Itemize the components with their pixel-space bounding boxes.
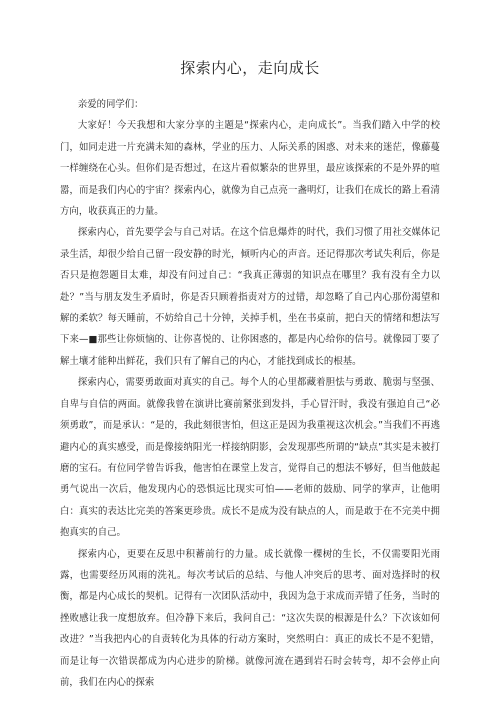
paragraph-self-dialogue: 探索内心，首先要学会与自己对话。在这个信息爆炸的时代，我们习惯了用社交媒体记录生活，却很少给自己留一段安静的时光，倾听内心的声音。还记得那次考试失利后，你是否只是抱怨题目太难，却没有问过自己：“我真正薄弱的知识点在哪里？我有没有全力以赴？”当与朋友发生矛盾时，你是否只顾着指责对方的过错，却忽略了自己内心那份渴望和解的柔软？每天睡前，不妨给自己十分钟，关掉手机，坐在书桌前，把白天的情绪和想法写下来—■那些让你烦恼的、让你喜悦的、让你困惑的，都是内心给你的信号。就像园丁要了解土壤才能种出鲜花，我们只有了解自己的内心，才能找到成长的根基。 — [60, 227, 440, 367]
document-title: 探索内心，走向成长 — [180, 59, 320, 77]
paragraph-intro: 大家好！今天我想和大家分享的主题是“探索内心，走向成长”。当我们踏入中学的校门，如同走进一片充满未知的森林，学业的压力、人际关系的困惑、对未来的迷茫，像藤蔓一样缠绕在心头。但你们是否想过，在这片看似繁杂的世界里，最应该探索的不是外界的喧嚣，而是我们内心的宇宙？探索内心，就像为自己点亮一盏明灯，让我们在成长的路上看清方向，收获真正的力量。 — [60, 120, 440, 218]
paragraph-face-true-self: 探索内心，需要勇敢面对真实的自己。每个人的心里都藏着胆怯与勇敢、脆弱与坚强、自卑与自信的两面。就像我曾在演讲比赛前紧张到发抖，手心冒汗时，我没有强迫自己“必须勇敢”，而是承认：“是的，我此刻很害怕，但这正是因为我重视这次机会。”当我们不再逃避内心的真实感受，而是像接纳阳光一样接纳阴影，会发现那些所谓的“缺点”其实是未被打磨的宝石。有位同学曾告诉我，他害怕在课堂上发言，觉得自己的想法不够好，但当他鼓起勇气说出一次后，他发现内心的恐惧远比现实可怕——老师的鼓励、同学的掌声，让他明白：真实的表达比完美的答案更珍贵。成长不是成为没有缺点的人，而是敢于在不完美中拥抱真实的自己。 — [60, 377, 440, 539]
paragraph-reflection: 探索内心，更要在反思中积蓄前行的力量。成长就像一棵树的生长，不仅需要阳光雨露，也需要经历风雨的洗礼。每次考试后的总结、与他人冲突后的思考、面对选择时的权衡，都是内心成长的契机。记得有一次团队活动中，我因为急于求成而弄错了任务，当时的挫败感让我一度想放弃。但冷静下来后，我问自己：“这次失误的根源是什么？下次该如何改进？”当我把内心的自责转化为具体的行动方案时，突然明白：真正的成长不是不犯错，而是让每一次错误都成为内心进步的阶梯。就像河流在遇到岩石时会转弯，却不会停止向前，我们在内心的探索 — [60, 548, 440, 688]
salutation: 亲爱的同学们： — [77, 99, 144, 110]
